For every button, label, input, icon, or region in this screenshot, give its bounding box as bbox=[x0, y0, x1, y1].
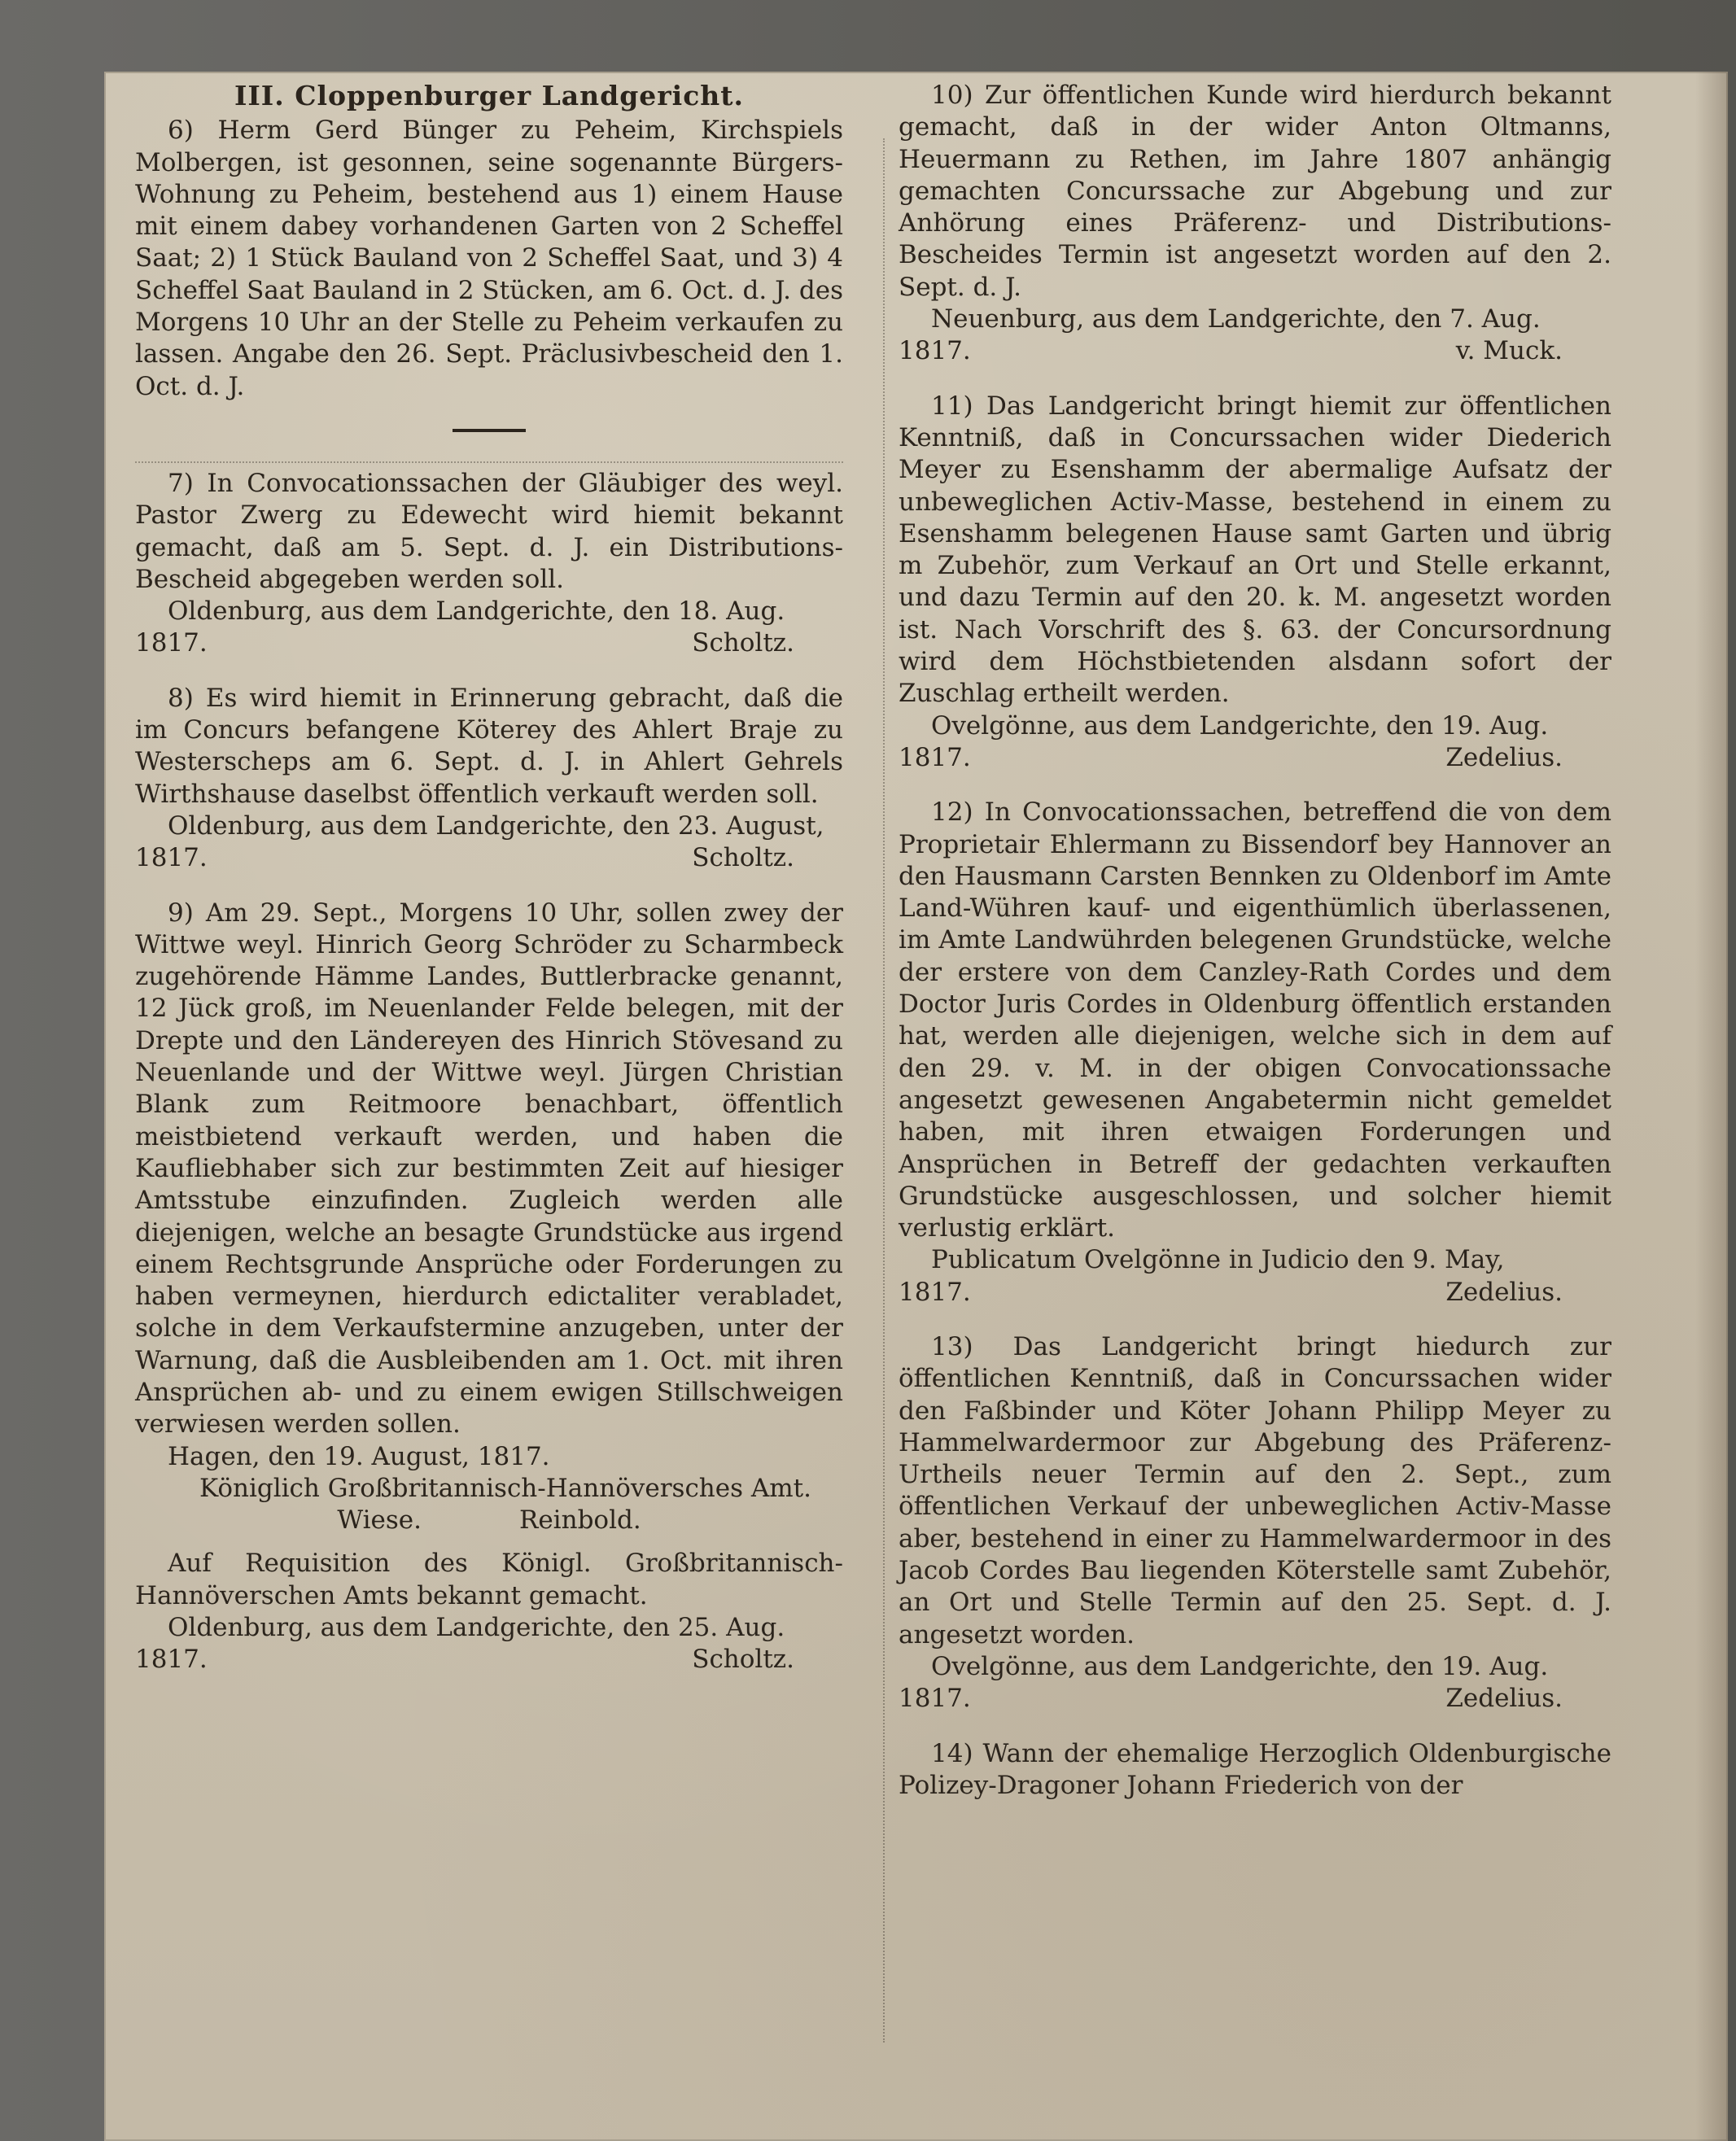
notice-9-requisition: Auf Requisition des Königl. Großbritannisch-Hannöverschen Amts bekannt gemacht. bbox=[135, 1549, 843, 1610]
notice-7-place: Oldenburg, aus dem Landgerichte, den 18. Aug. bbox=[168, 596, 785, 627]
notice-12-signature: Zedelius. bbox=[1445, 1277, 1563, 1307]
notice-11-year: 1817. bbox=[899, 742, 971, 772]
notice-13-year: 1817. bbox=[899, 1684, 971, 1714]
notice-8-year: 1817. bbox=[135, 843, 208, 873]
notice-8-signature: Scholtz. bbox=[692, 843, 794, 873]
notice-13-signature: Zedelius. bbox=[1445, 1684, 1563, 1714]
notice-10-place: Neuenburg, aus dem Landgerichte, den 7. Aug. bbox=[931, 304, 1541, 334]
dotted-rule bbox=[135, 461, 843, 463]
right-column bbox=[899, 80, 1611, 1824]
notice-7-text: 7) In Convocationssachen der Gläubiger des weyl. Pastor Zwerg zu Edewecht wird hiemit bekannt gemacht, daß am 5. Sept. d. J. ein Distributions-Bescheid abgegeben werden soll. bbox=[135, 468, 843, 594]
notice-9-signature-wiese: Wiese. bbox=[337, 1505, 422, 1536]
notice-9-place: Hagen, den 19. August, 1817. bbox=[168, 1441, 550, 1471]
section-separator bbox=[453, 429, 526, 432]
notice-9-signature-scholtz: Scholtz. bbox=[692, 1645, 794, 1675]
notice-9-year2: 1817. bbox=[135, 1645, 208, 1675]
notice-7-dateline bbox=[135, 627, 843, 659]
notice-8 bbox=[135, 683, 843, 875]
notice-9-signatures bbox=[135, 1505, 843, 1536]
notice-14-text: 14) Wann der ehemalige Herzoglich Oldenburgische Polizey-Dragoner Johann Friederich von der bbox=[899, 1738, 1611, 1800]
notice-8-dateline bbox=[135, 842, 843, 874]
notice-10-text: 10) Zur öffentlichen Kunde wird hierdurch bekannt gemacht, daß in der wider Anton Oltmanns, Heuermann zu Rethen, im Jahre 1807 anhängig gemachten Concurssache zur Abgebung und zur Anhörung eines Präferenz- und Distributions-Bescheides Termin ist angesetzt worden auf den 2. Sept. d. J. bbox=[899, 81, 1611, 302]
notice-6 bbox=[135, 115, 843, 403]
notice-11 bbox=[899, 391, 1611, 775]
notice-9-text: 9) Am 29. Sept., Morgens 10 Uhr, sollen zwey der Wittwe weyl. Hinrich Georg Schröder zu Scharmbeck zugehörende Hämme Landes, Buttlerbracke genannt, 12 Jück groß, im Neuenlander Felde belegen, mit der Drepte und den Ländereyen des Hinrich Stövesand zu Neuenlande und der Wittwe weyl. Jürgen Christian Blank zum Reitmoore benachbart, öffentlich meistbietend verkauft werden, und haben die Kaufliebhaber sich zur bestimmten Zeit auf hiesiger Amtsstube einzufinden. Zugleich werden alle diejenigen, welche an besagte Grundstücke aus irgend einem Rechtsgrunde Ansprüche oder Forderungen zu haben vermeynen, hierdurch edictaliter verabladet, solche in dem Verkaufstermine anzugeben, unter der Warnung, daß die Ausbleibenden am 1. Oct. mit ihren Ansprüchen ab- und zu einem ewigen Stillschweigen verwiesen werden sollen. bbox=[135, 898, 843, 1440]
notice-12-year: 1817. bbox=[899, 1277, 971, 1307]
notice-9-authority: Königlich Großbritannisch-Hannöversches Amt. bbox=[199, 1473, 811, 1503]
notice-13 bbox=[899, 1331, 1611, 1715]
notice-9-place2: Oldenburg, aus dem Landgerichte, den 25. Aug. bbox=[168, 1613, 785, 1643]
section-heading: III. Cloppenburger Landgericht. bbox=[234, 80, 745, 111]
notice-11-signature: Zedelius. bbox=[1445, 742, 1563, 772]
notice-12-place: Publicatum Ovelgönne in Judicio den 9. May, bbox=[931, 1245, 1505, 1275]
notice-12-dateline bbox=[899, 1277, 1611, 1309]
notice-12 bbox=[899, 797, 1611, 1309]
notice-11-place: Ovelgönne, aus dem Landgerichte, den 19. Aug. bbox=[931, 710, 1549, 741]
notice-9 bbox=[135, 898, 843, 1676]
notice-10-signature: v. Muck. bbox=[1455, 336, 1563, 366]
notice-13-text: 13) Das Landgericht bringt hiedurch zur öffentlichen Kenntniß, daß in Concurssachen wider den Faßbinder und Köter Johann Philipp Meyer zu Hammelwardermoor zur Abgebung des Präferenz-Urtheils neuer Termin auf den 2. Sept., zum öffentlichen Verkauf der unbeweglichen Activ-Masse aber, bestehend in einer zu Hammelwardermoor in des Jacob Cordes Bau liegenden Köterstelle samt Zubehör, an Ort und Stelle Termin auf den 25. Sept. d. J. angesetzt worden. bbox=[899, 1331, 1611, 1649]
notice-7-signature: Scholtz. bbox=[692, 628, 794, 658]
notice-8-place: Oldenburg, aus dem Landgerichte, den 23. August, bbox=[168, 811, 824, 841]
notice-11-text: 11) Das Landgericht bringt hiemit zur öffentlichen Kenntniß, daß in Concurssachen wider Diederich Meyer zu Esenshamm der abermalige Aufsatz der unbeweglichen Activ-Masse, bestehend in einem zu Esenshamm belegenen Hause samt Garten und übrig m Zubehör, zum Verkauf an Ort und Stelle erkannt, und dazu Termin auf den 20. k. M. angesetzt worden ist. Nach Vorschrift des §. 63. der Concursordnung wird dem Höchstbietenden alsdann sofort der Zuschlag ertheilt werden. bbox=[899, 391, 1611, 709]
notice-10-year: 1817. bbox=[899, 336, 971, 366]
notice-12-text: 12) In Convocationssachen, betreffend die von dem Proprietair Ehlermann zu Bissendorf bey Hannover an den Hausmann Carsten Bennken zu Oldenborf im Amte Land-Wühren kauf- und eigenthümlich überlassenen, im Amte Landwührden belegenen Grundstücke, welche der erstere von dem Canzley-Rath Cordes und dem Doctor Juris Cordes in Oldenburg öffentlich erstanden hat, werden alle diejenigen, welche sich in dem auf den 29. v. M. in der obigen Convocationssache angesetzt gewesenen Angabetermin nicht gemeldet haben, mit ihren etwaigen Forderungen und Ansprüchen in Betreff der gedachten verkauften Grundstücke ausgeschlossen, und solcher hiemit verlustig erklärt. bbox=[899, 797, 1611, 1243]
notice-11-dateline bbox=[899, 742, 1611, 774]
notice-6-text: 6) Herm Gerd Bünger zu Peheim, Kirchspiels Molbergen, ist gesonnen, seine sogenannte Bürgers-Wohnung zu Peheim, bestehend aus 1) einem Hause mit einem dabey vorhandenen Garten von 2 Scheffel Saat; 2) 1 Stück Bauland von 2 Scheffel Saat, und 3) 4 Scheffel Saat Bauland in 2 Stücken, am 6. Oct. d. J. des Morgens 10 Uhr an der Stelle zu Peheim verkaufen zu lassen. Angabe den 26. Sept. Präclusivbescheid den 1. Oct. d. J. bbox=[135, 116, 843, 401]
notice-7 bbox=[135, 468, 843, 660]
notice-7-year: 1817. bbox=[135, 628, 208, 658]
notice-8-text: 8) Es wird hiemit in Erinnerung gebracht, daß die im Concurs befangene Köterey des Ahlert Braje zu Westerscheps am 6. Sept. d. J. in Ahlert Gehrels Wirthshause daselbst öffentlich verkauft werden soll. bbox=[135, 683, 843, 809]
notice-13-place: Ovelgönne, aus dem Landgerichte, den 19. Aug. bbox=[931, 1651, 1549, 1681]
notice-10 bbox=[899, 80, 1611, 368]
column-divider bbox=[883, 138, 885, 2043]
notice-10-dateline bbox=[899, 335, 1611, 367]
page-edge-shadow bbox=[1695, 72, 1728, 2141]
left-column bbox=[135, 80, 843, 1699]
notice-9-dateline bbox=[135, 1644, 843, 1676]
notice-9-signature-reinbold: Reinbold. bbox=[519, 1505, 641, 1536]
notice-13-dateline bbox=[899, 1683, 1611, 1715]
notice-14 bbox=[899, 1738, 1611, 1802]
